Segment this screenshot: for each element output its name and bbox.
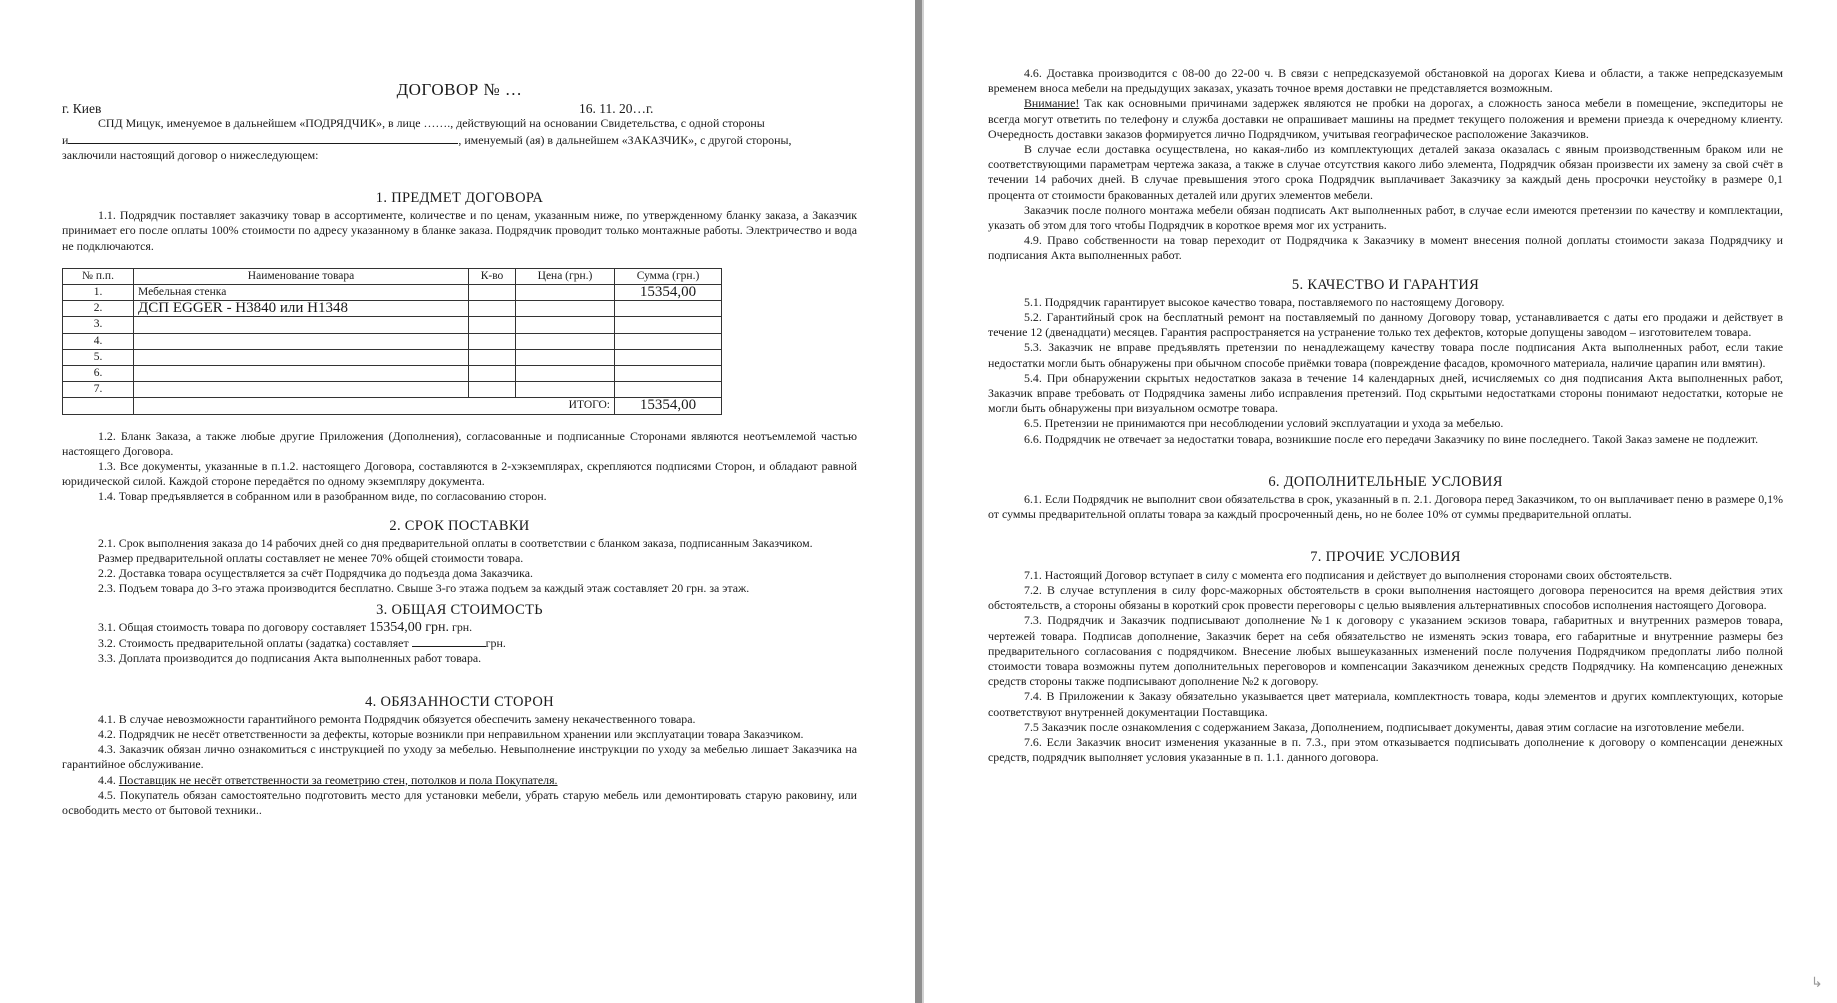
left-page-content: [62, 80, 857, 818]
document-title: ДОГОВОР № …: [396, 80, 523, 99]
table-total-row: [63, 398, 722, 414]
table-row: [63, 301, 722, 317]
table-cell: [615, 317, 722, 333]
table-cell: 3.: [63, 317, 134, 333]
delivery-attention-note: Внимание! Так как основными причинами задержек являются не пробки на дорогах, а сложность заноса мебели в помещение, экспедиторы не всегда могут ответить по телефону и служба доставки не опрашивает машины на предмет текущего положения и времени приезда к очередному клиенту. Очередность доставки заказов формируется лично Подрядчиком, учитывая географическое расположение Заказчиков.: [988, 96, 1783, 141]
clause-7-1: 7.1. Настоящий Договор вступает в силу с момента его подписания и действует до выполнения сторонами своих обстоятельств.: [1024, 567, 1673, 582]
page-divider: [915, 0, 922, 1003]
table-row: [63, 366, 722, 382]
clause-1-2: 1.2. Бланк Заказа, а также любые другие Приложения (Дополнения), согласованные и подписанные Сторонами являются неотъемлемой частью настоящего Договора.: [62, 428, 857, 458]
section-6-title: 6. ДОПОЛНИТЕЛЬНЫЕ УСЛОВИЯ: [1268, 473, 1503, 490]
table-cell: 5.: [63, 349, 134, 365]
table-cell: [469, 301, 516, 317]
column-header: Наименование товара: [134, 268, 469, 284]
table-cell: [134, 349, 469, 365]
table-cell: [615, 366, 722, 382]
table-row: [63, 382, 722, 398]
table-cell: [469, 285, 516, 301]
table-cell: [516, 333, 615, 349]
clause-4-5: 4.5. Покупатель обязан самостоятельно подготовить место для установки мебели, убрать старую мебель или демонтировать старую раковину, или освободить место от бытовой техники..: [62, 787, 857, 817]
section-3-title: 3. ОБЩАЯ СТОИМОСТЬ: [376, 601, 543, 618]
table-cell: 1.: [63, 285, 134, 301]
clause-3-2: 3.2. Стоимость предварительной оплаты (задатка) составляет грн.: [98, 636, 506, 651]
clause-4-9: 4.9. Право собственности на товар переходит от Подрядчика к Заказчику в момент внесения полной доплаты стоимости заказа Подрядчику и подписания Акта выполненных работ.: [988, 233, 1783, 263]
right-page-content: [988, 66, 1783, 765]
table-cell: [134, 382, 469, 398]
clause-1-1: 1.1. Подрядчик поставляет заказчику товар в ассортименте, количестве и по ценам, указанным ниже, по утвержденному бланку заказа, а Заказчик принимает его после оплаты 100% стоимости по адресу указанному в бланке заказа. Подрядчик проводит только монтажные работы. Электричество и вода не подключаются.: [62, 208, 857, 253]
left-page: [0, 0, 915, 1003]
contract-date: 16. 11. 20…г.: [579, 101, 654, 117]
clause-4-1: 4.1. В случае невозможности гарантийного ремонта Подрядчик обязуется обеспечить замену некачественного товара.: [98, 711, 696, 726]
section-1-title: 1. ПРЕДМЕТ ДОГОВОРА: [375, 190, 544, 207]
clause-7-4: 7.4. В Приложении к Заказу обязательно указывается цвет материала, комплектность товара, коды элементов и других комплектующих, которые соответствуют внутренней документации Поставщика.: [988, 689, 1783, 719]
column-header: Сумма (грн.): [615, 268, 722, 284]
table-row: [63, 317, 722, 333]
total-value: 15354,00: [615, 398, 722, 414]
clause-3-3: 3.3. Доплата производится до подписания Акта выполненных работ товара.: [98, 651, 482, 666]
table-cell: [469, 317, 516, 333]
intro-line-3: заключили настоящий договор о нижеследующем:: [62, 147, 319, 162]
clause-6-6: 6.6. Подрядчик не отвечает за недостатки товара, возникшие после его передачи Заказчику по вине последнего. Такой Заказ замене не подлежит.: [1024, 431, 1759, 446]
defect-clause: В случае если доставка осуществлена, но какая-либо из комплектующих деталей заказа оказалась с явным производственным браком или не соответствующими параметрам чертежа заказа, а также в случае отсутствия какого либо элемента, Подрядчик обязан произвести их замену за свой счёт в течении 14 рабочих дней. В случае превышения этого срока Подрядчик выплачивает Заказчику за каждый день просрочки неустойку в размере 0,1 процента от стоимости бракованных деталей или других элементов мебели.: [988, 142, 1783, 202]
clause-1-3: 1.3. Все документы, указанные в п.1.2. настоящего Договора, составляются в 2-хэкземплярах, скрепляются подписями Сторон, и обладают равной юридической силой. Каждой стороне передаётся по одному экземпляру документа.: [62, 459, 857, 489]
clause-4-4: 4.4. Поставщик не несёт ответственности за геометрию стен, потолков и пола Покупателя.: [98, 772, 558, 787]
customer-name-blank: [68, 132, 458, 144]
clause-5-4: 5.4. При обнаружении скрытых недостатков заказа в течение 14 календарных дней, исчисляемых со дня подписания Акта выполненных работ, Заказчик вправе требовать от Подрядчика замены либо исправления претензий. Под скрытыми недостатками стороны понимают недостатки, которые не могли быть обнаружены при визуальном осмотре товара.: [988, 370, 1783, 416]
clause-1-4: 1.4. Товар предъявляется в собранном или в разобранном виде, по согласованию сторон.: [98, 489, 547, 504]
table-cell: Мебельная стенка: [134, 285, 469, 301]
table-cell: [615, 349, 722, 365]
clause-4-3: 4.3. Заказчик обязан лично ознакомиться с инструкцией по уходу за мебелью. Невыполнение инструкции по уходу за мебелью лишает Заказчика на гарантийное обслуживание.: [62, 742, 857, 772]
clause-5-2: 5.2. Гарантийный срок на бесплатный ремонт на поставляемый по данному Договору товар, устанавливается с даты его продажи и действует в течение 12 (двенадцати) месяцев. Гарантия распространяется на устранение только тех дефектов, которые допущены заводом – изготовителем товара.: [988, 310, 1783, 340]
city-date-row: [62, 101, 857, 116]
clause-2-2: 2.2. Доставка товара осуществляется за счёт Подрядчика до подъезда дома Заказчика.: [98, 566, 534, 581]
clause-4-6: 4.6. Доставка производится с 08-00 до 22-00 ч. В связи с непредсказуемой обстановкой на дорогах Киева и области, а также непредсказуемым временем вноса мебели на предыдущих заказах, указать точное время доставки не представляется возможным.: [988, 66, 1783, 96]
table-row: [63, 349, 722, 365]
column-header: К-во: [469, 268, 516, 284]
table-cell: [516, 317, 615, 333]
table-row: [63, 285, 722, 301]
table-cell: [615, 301, 722, 317]
table-cell: [516, 366, 615, 382]
table-cell: [134, 317, 469, 333]
clause-5-3: 5.3. Заказчик не вправе предъявлять претензии по ненадлежащему качеству товара после подписания Акта выполненных работ, если такие недостатки могли быть обнаружены при обычном способе приёмки товара (повреждение фасадов, кромочного материала, наличие царапин или вмятин).: [988, 340, 1783, 370]
table-cell: [134, 366, 469, 382]
goods-table: [62, 268, 722, 415]
prepayment-blank: [412, 635, 486, 647]
table-cell: [516, 349, 615, 365]
table-cell: 2.: [63, 301, 134, 317]
clause-3-1: 3.1. Общая стоимость товара по договору составляет 15354,00 грн. грн.: [98, 619, 473, 635]
clause-4-2: 4.2. Подрядчик не несёт ответственности за дефекты, которые возникли при неправильном хранении или эксплуатации товара Заказчиком.: [98, 726, 804, 741]
intro-line-1: СПД Мицук, именуемое в дальнейшем «ПОДРЯДЧИК», в лице ……., действующий на основании Свидетельства, с одной стороны: [98, 116, 765, 131]
clause-2-1-prepayment: Размер предварительной оплаты составляет не менее 70% общей стоимости товара.: [98, 551, 524, 566]
clause-5-1: 5.1. Подрядчик гарантирует высокое качество товара, поставляемого по настоящему Договору.: [1024, 294, 1505, 309]
clause-2-3: 2.3. Подъем товара до 3-го этажа производится бесплатно. Свыше 3-го этажа подъем за каждый этаж составляет 20 грн. за этаж.: [98, 581, 750, 596]
clause-6-1: 6.1. Если Подрядчик не выполнит свои обязательства в срок, указанный в п. 2.1. Договора перед Заказчиком, то он выплачивает пеню в размере 0,1% от суммы предварительной оплаты товара за каждый просроченный день, но не более 10% от суммы предварительной оплаты.: [988, 492, 1783, 522]
clause-7-2: 7.2. В случае вступления в силу форс-мажорных обстоятельств в сроки выполнения настоящего договора переносится на время действия этих обстоятельств, а стороны обязаны в короткий срок провести переговоры с целью выявления альтернативных способов исполнения настоящего Договора.: [988, 582, 1783, 613]
table-cell: 15354,00: [615, 285, 722, 301]
table-cell: [469, 366, 516, 382]
intro-line-2: и , именуемый (ая) в дальнейшем «ЗАКАЗЧИК», с другой стороны,: [62, 132, 792, 147]
table-cell: [469, 382, 516, 398]
column-header: Цена (грн.): [516, 268, 615, 284]
city: г. Киев: [62, 101, 102, 117]
table-cell: 4.: [63, 333, 134, 349]
clause-7-5: 7.5 Заказчик после ознакомления с содержанием Заказа, Дополнением, подписывает документы, давая этим согласие на изготовление мебели.: [1024, 719, 1745, 734]
table-cell: [469, 349, 516, 365]
table-cell: ДСП EGGER - H3840 или H1348: [134, 301, 469, 317]
attention-label: Внимание!: [1024, 96, 1080, 111]
table-cell: [615, 382, 722, 398]
table-cell: [516, 285, 615, 301]
table-cell: [63, 398, 134, 414]
table-cell: [516, 382, 615, 398]
table-cell: 6.: [63, 366, 134, 382]
clause-7-3: 7.3. Подрядчик и Заказчик подписывают дополнение №1 к договору с указанием эскизов товара, габаритных и внутренних размеров товара, чертежей товара. Подписав дополнение, Заказчик берет на себя обязательство не изменять эскиз товара, его габаритные и внутренние размеры без предварительного согласования с подрядчиком. Внесение любых вышеуказанных изменений после получения Подрядчиком предоплаты либо полной стоимости товара возможны путем дополнительных переговоров и компенсации Заказчиком денежных средств Подрядчику. На компенсацию денежных средств стороны также подписывают дополнение №2 к договору.: [988, 613, 1783, 689]
section-4-title: 4. ОБЯЗАННОСТИ СТОРОН: [365, 693, 554, 710]
table-cell: [615, 333, 722, 349]
right-page: [922, 0, 1837, 1003]
table-cell: 7.: [63, 382, 134, 398]
total-label: ИТОГО:: [134, 398, 615, 414]
section-5-title: 5. КАЧЕСТВО И ГАРАНТИЯ: [1291, 276, 1480, 293]
clause-7-6: 7.6. Если Заказчик вносит изменения указанные в п. 7.3., при этом отказывается подписывать дополнение к договору о компенсации денежных средств, подрядчик выполняет условия указанные в п. 1.1. данного договора.: [988, 734, 1783, 765]
table-cell: [516, 301, 615, 317]
section-2-title: 2. СРОК ПОСТАВКИ: [389, 517, 530, 534]
table-cell: [134, 333, 469, 349]
clause-6-5: 6.5. Претензии не принимаются при несоблюдении условий эксплуатации и ухода за мебелью.: [1024, 416, 1504, 431]
table-header-row: [63, 268, 722, 284]
column-header: № п.п.: [63, 268, 134, 284]
clause-2-1: 2.1. Срок выполнения заказа до 14 рабочих дней со дня предварительной оплаты в соответствии с бланком заказа, подписанным Заказчиком.: [98, 535, 813, 550]
table-cell: [469, 333, 516, 349]
act-clause: Заказчик после полного монтажа мебели обязан подписать Акт выполненных работ, в случае если имеются претензии по качеству и комплектации, указать об этом для того чтобы Подрядчик в короткое время мог их устранить.: [988, 202, 1783, 233]
total-cost-value: 15354,00 грн.: [369, 619, 449, 635]
page-corner-arrow-icon: ↳: [1811, 975, 1823, 991]
table-row: [63, 333, 722, 349]
section-7-title: 7. ПРОЧИЕ УСЛОВИЯ: [1310, 549, 1461, 566]
